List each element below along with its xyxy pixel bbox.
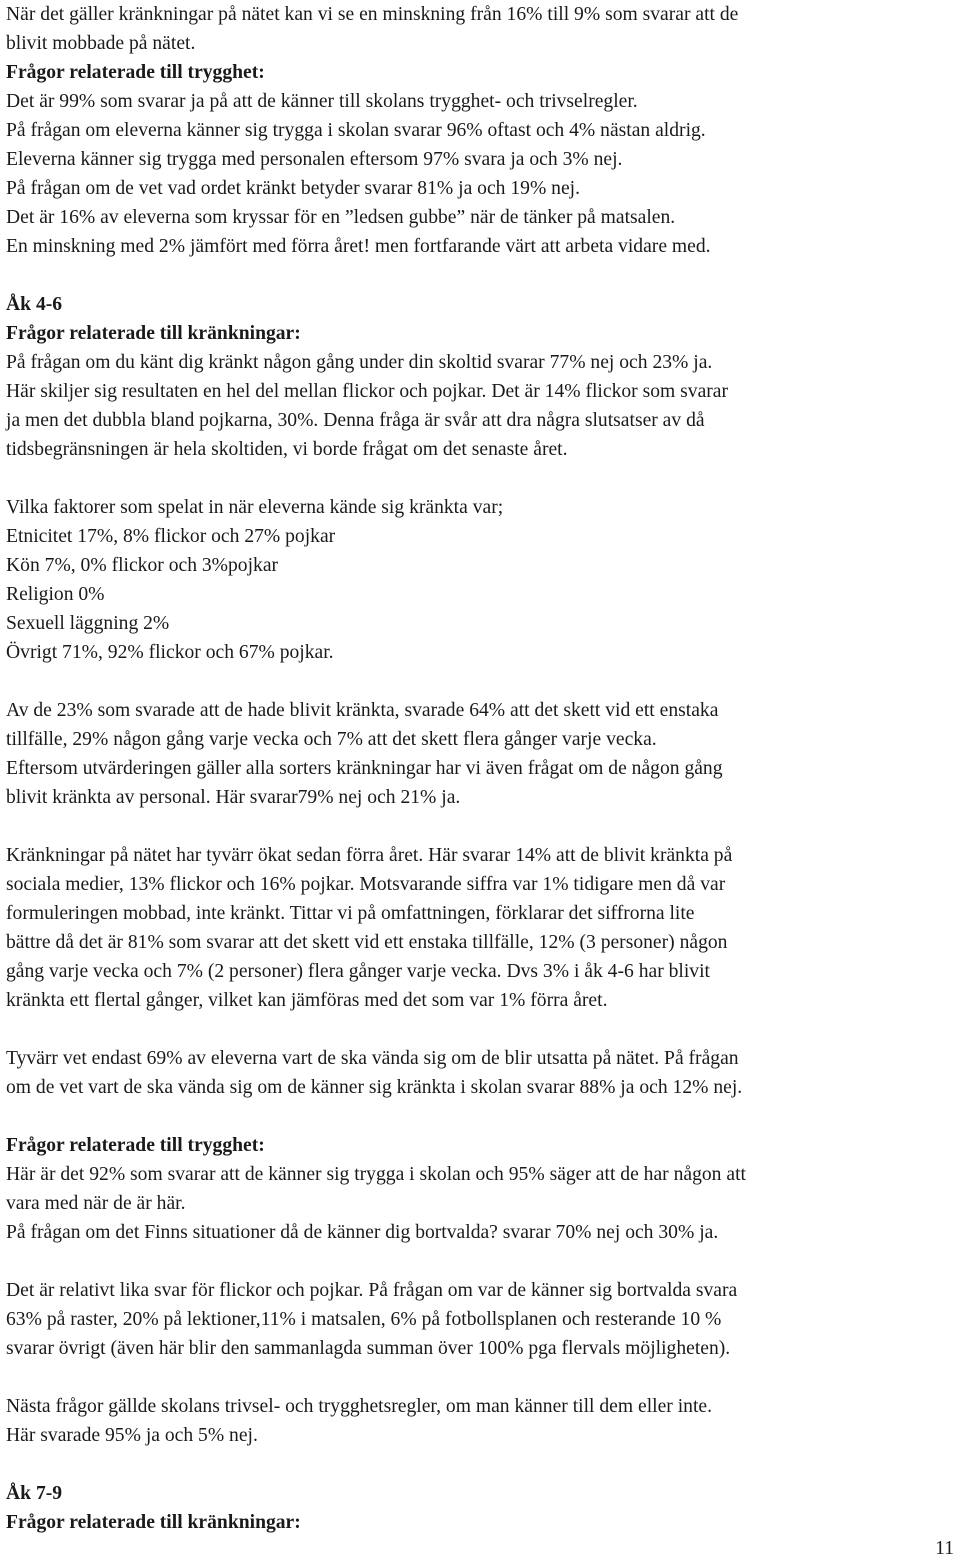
- grade-title: Åk 4-6: [6, 294, 63, 315]
- paragraph-line: sociala medier, 13% flickor och 16% pojkar. Motsvarande siffra var 1% tidigare men då var: [6, 874, 726, 895]
- spacer: [6, 1363, 958, 1392]
- paragraph-line: På frågan om de vet vad ordet kränkt betyder svarar 81% ja och 19% nej.: [6, 178, 580, 199]
- paragraph-line: Eftersom utvärderingen gäller alla sorters kränkningar har vi även frågat om de någon gång: [6, 758, 723, 779]
- document-page: [6, 0, 958, 1537]
- factors-line: Övrigt 71%, 92% flickor och 67% pojkar.: [6, 642, 334, 663]
- paragraph-line: På frågan om det Finns situationer då de känner dig bortvalda? svarar 70% nej och 30% ja.: [6, 1222, 719, 1243]
- paragraph-line: tillfälle, 29% någon gång varje vecka och 7% att det skett flera gånger varje vecka.: [6, 729, 657, 750]
- paragraph-line: om de vet vart de ska vända sig om de känner sig kränkta i skolan svarar 88% ja och 12% nej.: [6, 1077, 743, 1098]
- section-heading: Frågor relaterade till trygghet:: [6, 62, 265, 83]
- factors-line: Kön 7%, 0% flickor och 3%pojkar: [6, 555, 279, 576]
- spacer: [6, 261, 958, 290]
- factors-line: Vilka faktorer som spelat in när eleverna kände sig kränkta var;: [6, 497, 504, 518]
- grade-title: Åk 7-9: [6, 1483, 63, 1504]
- paragraph-line: tidsbegränsningen är hela skoltiden, vi borde frågat om det senaste året.: [6, 439, 568, 460]
- paragraph-line: En minskning med 2% jämfört med förra året! men fortfarande värt att arbeta vidare med.: [6, 236, 711, 257]
- paragraph-line: Nästa frågor gällde skolans trivsel- och trygghetsregler, om man känner till dem eller inte.: [6, 1396, 712, 1417]
- paragraph-line: vara med när de är här.: [6, 1193, 186, 1214]
- paragraph-line: bättre då det är 81% som svarar att det skett vid ett enstaka tillfälle, 12% (3 personer) någon: [6, 932, 728, 953]
- paragraph-line: Tyvärr vet endast 69% av eleverna vart de ska vända sig om de blir utsatta på nätet. På frågan: [6, 1048, 739, 1069]
- spacer: [6, 1247, 958, 1276]
- paragraph-line: Kränkningar på nätet har tyvärr ökat sedan förra året. Här svarar 14% att de blivit kränkta på: [6, 845, 733, 866]
- paragraph-line: formuleringen mobbad, inte kränkt. Tittar vi på omfattningen, förklarar det siffrorna lite: [6, 903, 695, 924]
- factors-line: Etnicitet 17%, 8% flickor och 27% pojkar: [6, 526, 336, 547]
- paragraph-line: Av de 23% som svarade att de hade blivit kränkta, svarade 64% att det skett vid ett enstaka: [6, 700, 719, 721]
- section-heading: Frågor relaterade till kränkningar:: [6, 1512, 301, 1533]
- section-heading: Frågor relaterade till kränkningar:: [6, 323, 301, 344]
- paragraph-line: Eleverna känner sig trygga med personalen eftersom 97% svara ja och 3% nej.: [6, 149, 623, 170]
- spacer: [6, 1102, 958, 1131]
- paragraph-line: Det är 16% av eleverna som kryssar för en ”ledsen gubbe” när de tänker på matsalen.: [6, 207, 676, 228]
- page-number: 11: [935, 1538, 954, 1559]
- paragraph-line: Här svarade 95% ja och 5% nej.: [6, 1425, 258, 1446]
- paragraph-line: gång varje vecka och 7% (2 personer) flera gånger varje vecka. Dvs 3% i åk 4-6 har blivit: [6, 961, 710, 982]
- paragraph-line: ja men det dubbla bland pojkarna, 30%. Denna fråga är svår att dra några slutsatser av då: [6, 410, 705, 431]
- paragraph-line: Det är relativt lika svar för flickor och pojkar. På frågan om var de känner sig bortvalda svara: [6, 1280, 738, 1301]
- paragraph-line: svarar övrigt (även här blir den sammanlagda summan över 100% pga flervals möjligheten).: [6, 1338, 731, 1359]
- paragraph-line: Här är det 92% som svarar att de känner sig trygga i skolan och 95% säger att de har någon att: [6, 1164, 746, 1185]
- section-heading: Frågor relaterade till trygghet:: [6, 1135, 265, 1156]
- paragraph-line: 63% på raster, 20% på lektioner,11% i matsalen, 6% på fotbollsplanen och resterande 10 %: [6, 1309, 722, 1330]
- spacer: [6, 812, 958, 841]
- factors-line: Sexuell läggning 2%: [6, 613, 170, 634]
- spacer: [6, 667, 958, 696]
- paragraph-line: Det är 99% som svarar ja på att de känner till skolans trygghet- och trivselregler.: [6, 91, 638, 112]
- paragraph-line: På frågan om eleverna känner sig trygga i skolan svarar 96% oftast och 4% nästan aldrig.: [6, 120, 706, 141]
- paragraph-line: blivit mobbade på nätet.: [6, 33, 196, 54]
- factors-line: Religion 0%: [6, 584, 105, 605]
- spacer: [6, 1450, 958, 1479]
- paragraph-line: När det gäller kränkningar på nätet kan vi se en minskning från 16% till 9% som svarar att de: [6, 4, 739, 25]
- paragraph-line: kränkta ett flertal gånger, vilket kan jämföras med det som var 1% förra året.: [6, 990, 608, 1011]
- paragraph-line: Här skiljer sig resultaten en hel del mellan flickor och pojkar. Det är 14% flickor som svarar: [6, 381, 729, 402]
- paragraph-line: blivit kränkta av personal. Här svarar79% nej och 21% ja.: [6, 787, 461, 808]
- spacer: [6, 464, 958, 493]
- paragraph-line: På frågan om du känt dig kränkt någon gång under din skoltid svarar 77% nej och 23% ja.: [6, 352, 713, 373]
- spacer: [6, 1015, 958, 1044]
